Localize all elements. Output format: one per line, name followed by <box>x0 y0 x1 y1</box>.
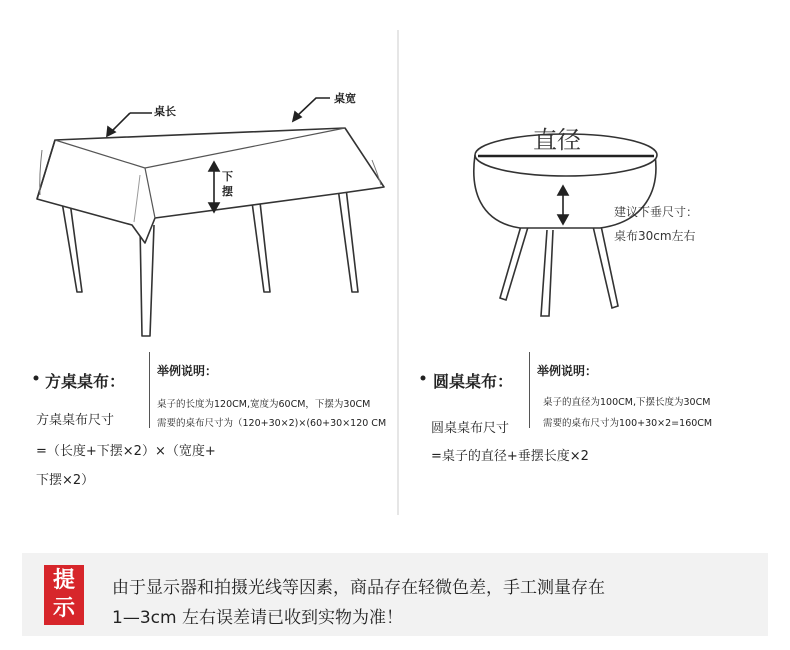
round-example-line1: 桌子的直径为100CM,下摆长度为30CM <box>543 397 711 408</box>
bullet-dot <box>34 376 39 381</box>
bullet-dot <box>421 376 426 381</box>
square-formula-title: 方桌桌布尺寸 <box>36 413 115 428</box>
notice-line1: 由于显示器和拍摄光线等因素，商品存在轻微色差，手工测量存在 <box>112 578 605 598</box>
square-table-heading: 方桌桌布： <box>45 372 126 391</box>
square-example-line1: 桌子的长度为120CM,宽度为60CM，下摆为30CM <box>157 399 371 410</box>
label-drape: 下摆 <box>222 170 233 198</box>
notice-line2: 1—3cm 左右误差请已收到实物为准！ <box>112 608 403 628</box>
square-example-line2: 需要的桌布尺寸为（120+30×2)×(60+30×120 CM <box>157 418 387 429</box>
round-formula-line1: =桌子的直径+垂摆长度×2 <box>431 449 589 464</box>
suggest-drape-title: 建议下垂尺寸： <box>614 205 699 219</box>
label-diameter: 直径 <box>533 126 581 154</box>
round-formula-title: 圆桌桌布尺寸 <box>431 421 510 436</box>
notice-badge: 提示 <box>44 565 84 625</box>
square-formula-line2: 下摆×2） <box>36 473 95 488</box>
round-table-illustration <box>474 134 657 316</box>
notice-panel <box>22 553 768 636</box>
round-example-line2: 需要的桌布尺寸为100+30×2=160CM <box>543 418 713 429</box>
square-example-title: 举例说明： <box>157 364 218 378</box>
round-example-title: 举例说明： <box>537 364 598 378</box>
label-table-length: 桌长 <box>154 105 176 118</box>
separator-line <box>529 352 530 428</box>
square-formula-line1: =（长度+下摆×2）×（宽度+ <box>36 444 216 459</box>
square-table-illustration <box>37 128 384 336</box>
suggest-drape-value: 桌布30cm左右 <box>614 229 696 243</box>
round-table-heading: 圆桌桌布： <box>433 372 514 391</box>
separator-line <box>149 352 150 428</box>
label-table-width: 桌宽 <box>334 92 356 105</box>
center-divider <box>397 30 399 515</box>
